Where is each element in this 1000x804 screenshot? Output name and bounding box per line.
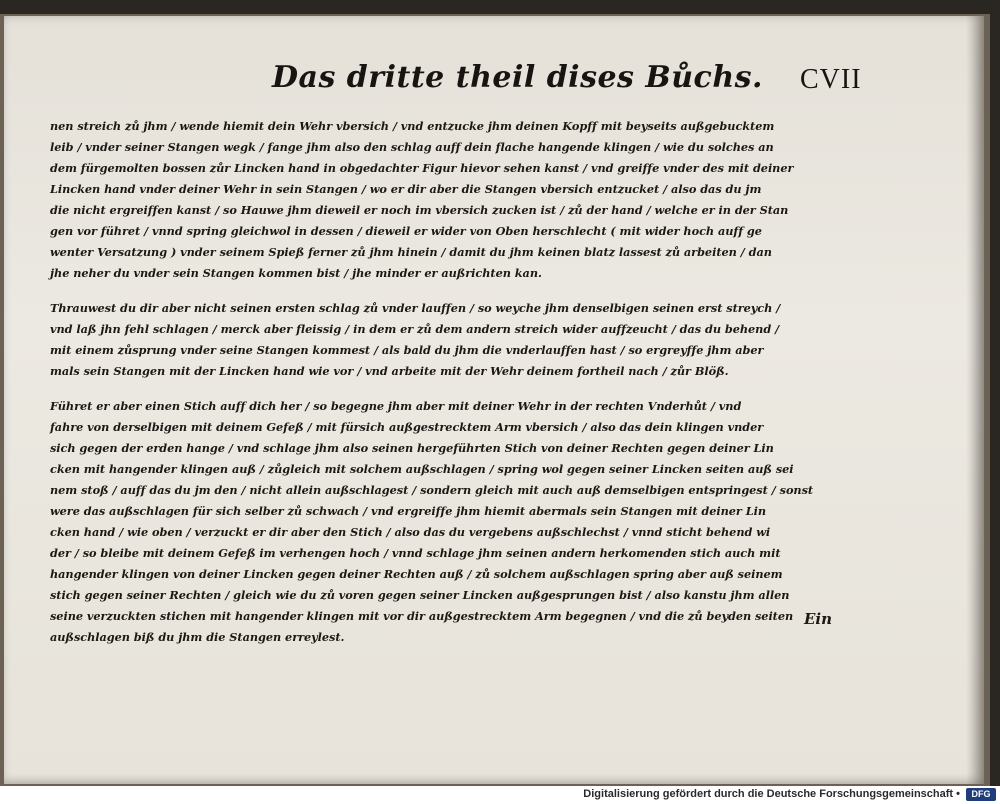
text-line: leib / vnder seiner Stangen wegk / fange jhm also den schlag auff dein flache hangende klingen / wie du solches an [50, 140, 774, 154]
text-line: die nicht ergreiffen kanst / so Hauwe jhm dieweil er noch im vbersich zucken ist / zů der hand / welche er in der Stan [50, 203, 789, 217]
text-line: außschlagen biß du jhm die Stangen erreylest. [50, 630, 345, 644]
text-line: nem stoß / auff das du jm den / nicht allein außschlagest / sondern gleich mit auch auß demselbigen entspringest / sonst [50, 483, 814, 497]
text-line: wenter Versatzung ) vnder seinem Spieß ferner zů jhm hinein / damit du jhm keinen blatz lassest zů arbeiten / dan [50, 245, 772, 259]
paragraph-3 [50, 396, 850, 648]
text-line: sich gegen der erden hange / vnd schlage jhm also seinen hergeführten Stich von deiner Rechten gegen deiner Lin [50, 441, 774, 455]
digitization-footer [0, 786, 1000, 804]
text-line: Lincken hand vnder deiner Wehr in sein Stangen / wo er dir aber die Stangen vbersich entzucket / also das du jm [50, 182, 762, 196]
dfg-logo: DFG [966, 788, 996, 801]
text-line: were das außschlagen für sich selber zů schwach / vnd ergreiffe jhm hiemit abermals sein Stangen mit deiner Lin [50, 504, 766, 518]
catchword: Ein [804, 610, 833, 628]
page-header [4, 54, 984, 114]
text-line: stich gegen seiner Rechten / gleich wie du zů voren gegen seiner Lincken außgesprungen bist / also kanstu jhm allen [50, 588, 790, 602]
text-line: vnd laß jhn fehl schlagen / merck aber fleissig / in dem er zů dem andern streich wider auffzeucht / das du behend / [50, 322, 780, 336]
text-line: hangender klingen von deiner Lincken gegen deiner Rechten auß / zů solchem außschlagen spring aber auß seinem [50, 567, 783, 581]
text-line: fahre von derselbigen mit deinem Gefeß / mit fürsich außgestrecktem Arm vbersich / also das dein klingen vnder [50, 420, 764, 434]
paragraph-2 [50, 298, 850, 382]
paragraph-1 [50, 116, 850, 284]
text-line: der / so bleibe mit deinem Gefeß im verhengen hoch / vnnd schlage jhm seinen andern herkomenden stich auch mit [50, 546, 781, 560]
text-line: jhe neher du vnder sein Stangen kommen bist / jhe minder er außrichten kan. [50, 266, 542, 280]
text-line: seine verzuckten stichen mit hangender klingen mit vor dir außgestrecktem Arm begegnen / vnd die zů beyden seiten [50, 609, 794, 623]
funding-note: Digitalisierung gefördert durch die Deutsche Forschungsgemeinschaft • [583, 788, 960, 800]
text-line: Führet er aber einen Stich auff dich her / so begegne jhm aber mit deiner Wehr in der rechten Vnderhůt / vnd [50, 399, 742, 413]
text-line: nen streich zů jhm / wende hiemit dein Wehr vbersich / vnd entzucke jhm deinen Kopff mit beyseits außgebucktem [50, 119, 775, 133]
running-title: Das dritte theil dises Bůchs. [272, 60, 763, 95]
text-line: Thrauwest du dir aber nicht seinen ersten schlag zů vnder lauffen / so weyche jhm denselbigen seinen erst streych / [50, 301, 781, 315]
text-body [50, 116, 850, 648]
text-line: cken mit hangender klingen auß / zůgleich mit solchem außschlagen / spring wol gegen seiner Lincken seiten auß sei [50, 462, 794, 476]
text-line: mit einem zůsprung vnder seine Stangen kommest / als bald du jhm die vnderlauffen hast / so ergreyffe jhm aber [50, 343, 764, 357]
text-line: dem fürgemolten bossen zůr Lincken hand in obgedachter Figur hievor sehen kanst / vnd greiffe vnder des mit deiner [50, 161, 794, 175]
text-line: gen vor führet / vnnd spring gleichwol in dessen / dieweil er wider von Oben herschlecht ( mit wider hoch auff ge [50, 224, 762, 238]
text-line: mals sein Stangen mit der Lincken hand wie vor / vnd arbeite mit der Wehr deinem fortheil nach / zůr Blöß. [50, 364, 729, 378]
text-line: cken hand / wie oben / verzuckt er dir aber den Stich / also das du vergebens außschlechst / vnnd sticht behend wi [50, 525, 771, 539]
page-gutter-shadow [966, 16, 984, 784]
book-page [4, 16, 984, 784]
folio-number: CVII [800, 64, 862, 95]
